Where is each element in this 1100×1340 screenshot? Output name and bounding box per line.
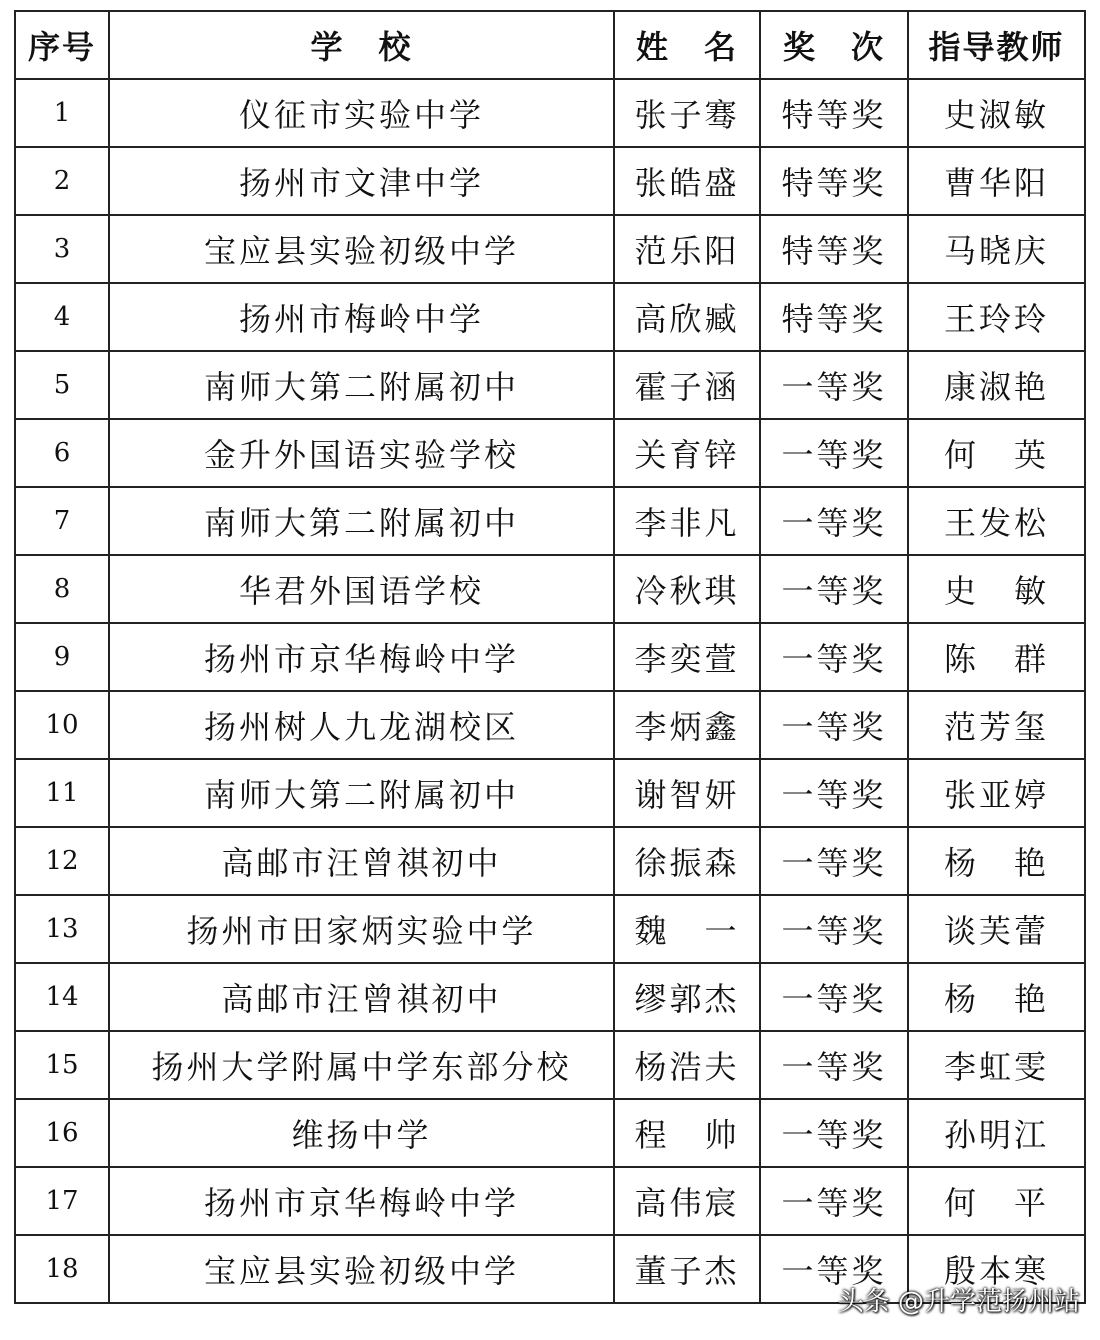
cell-name: 李奕萱	[614, 623, 760, 691]
cell-no: 4	[15, 283, 109, 351]
cell-award: 一等奖	[760, 1099, 908, 1167]
cell-teacher: 殷本寒	[908, 1235, 1085, 1303]
cell-teacher: 谈芙蕾	[908, 895, 1085, 963]
cell-award: 特等奖	[760, 147, 908, 215]
cell-no: 7	[15, 487, 109, 555]
table-row	[15, 351, 1085, 419]
cell-name: 霍子涵	[614, 351, 760, 419]
cell-school: 仪征市实验中学	[109, 79, 614, 147]
table-row	[15, 963, 1085, 1031]
cell-teacher: 范芳玺	[908, 691, 1085, 759]
cell-name: 缪郭杰	[614, 963, 760, 1031]
header-teacher: 指导教师	[908, 11, 1085, 79]
cell-award: 一等奖	[760, 691, 908, 759]
cell-no: 6	[15, 419, 109, 487]
cell-name: 关育锌	[614, 419, 760, 487]
table-body	[15, 79, 1085, 1303]
cell-name: 谢智妍	[614, 759, 760, 827]
cell-teacher: 何 英	[908, 419, 1085, 487]
cell-no: 11	[15, 759, 109, 827]
cell-school: 宝应县实验初级中学	[109, 215, 614, 283]
cell-no: 2	[15, 147, 109, 215]
cell-name: 张皓盛	[614, 147, 760, 215]
cell-award: 一等奖	[760, 1235, 908, 1303]
header-school: 学 校	[109, 11, 614, 79]
cell-name: 魏 一	[614, 895, 760, 963]
cell-award: 一等奖	[760, 827, 908, 895]
cell-no: 16	[15, 1099, 109, 1167]
table-row	[15, 419, 1085, 487]
cell-teacher: 康淑艳	[908, 351, 1085, 419]
cell-school: 高邮市汪曾祺初中	[109, 827, 614, 895]
cell-award: 一等奖	[760, 555, 908, 623]
cell-name: 李炳鑫	[614, 691, 760, 759]
cell-teacher: 王玲玲	[908, 283, 1085, 351]
table-header-row	[15, 11, 1085, 79]
cell-no: 10	[15, 691, 109, 759]
cell-name: 程 帅	[614, 1099, 760, 1167]
cell-school: 南师大第二附属初中	[109, 759, 614, 827]
table-row	[15, 215, 1085, 283]
watermark-text: 头条 @升学范扬州站	[837, 1287, 1080, 1317]
cell-school: 扬州大学附属中学东部分校	[109, 1031, 614, 1099]
cell-no: 5	[15, 351, 109, 419]
cell-no: 15	[15, 1031, 109, 1099]
cell-award: 一等奖	[760, 487, 908, 555]
cell-teacher: 张亚婷	[908, 759, 1085, 827]
cell-school: 扬州市田家炳实验中学	[109, 895, 614, 963]
cell-school: 宝应县实验初级中学	[109, 1235, 614, 1303]
cell-teacher: 史 敏	[908, 555, 1085, 623]
table-row	[15, 1099, 1085, 1167]
cell-school: 南师大第二附属初中	[109, 487, 614, 555]
cell-no: 3	[15, 215, 109, 283]
cell-no: 14	[15, 963, 109, 1031]
cell-school: 扬州市京华梅岭中学	[109, 623, 614, 691]
cell-school: 高邮市汪曾祺初中	[109, 963, 614, 1031]
cell-award: 一等奖	[760, 623, 908, 691]
cell-award: 一等奖	[760, 759, 908, 827]
header-name: 姓 名	[614, 11, 760, 79]
cell-teacher: 陈 群	[908, 623, 1085, 691]
cell-no: 17	[15, 1167, 109, 1235]
cell-award: 一等奖	[760, 351, 908, 419]
table-row	[15, 759, 1085, 827]
cell-teacher: 孙明江	[908, 1099, 1085, 1167]
cell-name: 徐振森	[614, 827, 760, 895]
cell-teacher: 李虹雯	[908, 1031, 1085, 1099]
cell-award: 一等奖	[760, 1167, 908, 1235]
cell-name: 李非凡	[614, 487, 760, 555]
cell-name: 董子杰	[614, 1235, 760, 1303]
cell-school: 金升外国语实验学校	[109, 419, 614, 487]
cell-name: 范乐阳	[614, 215, 760, 283]
table-row	[15, 79, 1085, 147]
cell-no: 13	[15, 895, 109, 963]
cell-no: 8	[15, 555, 109, 623]
header-no: 序号	[15, 11, 109, 79]
cell-school: 华君外国语学校	[109, 555, 614, 623]
cell-award: 一等奖	[760, 895, 908, 963]
cell-no: 9	[15, 623, 109, 691]
cell-teacher: 马晓庆	[908, 215, 1085, 283]
cell-teacher: 何 平	[908, 1167, 1085, 1235]
cell-school: 扬州市京华梅岭中学	[109, 1167, 614, 1235]
cell-school: 扬州市文津中学	[109, 147, 614, 215]
cell-award: 一等奖	[760, 963, 908, 1031]
cell-teacher: 杨 艳	[908, 827, 1085, 895]
cell-teacher: 史淑敏	[908, 79, 1085, 147]
cell-name: 高欣臧	[614, 283, 760, 351]
cell-award: 特等奖	[760, 79, 908, 147]
cell-school: 南师大第二附属初中	[109, 351, 614, 419]
cell-no: 18	[15, 1235, 109, 1303]
cell-teacher: 王发松	[908, 487, 1085, 555]
cell-award: 特等奖	[760, 283, 908, 351]
cell-name: 张子骞	[614, 79, 760, 147]
cell-award: 一等奖	[760, 419, 908, 487]
cell-school: 维扬中学	[109, 1099, 614, 1167]
table-row	[15, 283, 1085, 351]
cell-no: 1	[15, 79, 109, 147]
table-row	[15, 895, 1085, 963]
table-row	[15, 147, 1085, 215]
cell-school: 扬州树人九龙湖校区	[109, 691, 614, 759]
cell-school: 扬州市梅岭中学	[109, 283, 614, 351]
table-row	[15, 1031, 1085, 1099]
table-row	[15, 555, 1085, 623]
cell-name: 高伟宸	[614, 1167, 760, 1235]
cell-award: 一等奖	[760, 1031, 908, 1099]
cell-no: 12	[15, 827, 109, 895]
cell-award: 特等奖	[760, 215, 908, 283]
table-row	[15, 623, 1085, 691]
cell-teacher: 曹华阳	[908, 147, 1085, 215]
table-row	[15, 691, 1085, 759]
table-row	[15, 1167, 1085, 1235]
cell-name: 冷秋琪	[614, 555, 760, 623]
cell-name: 杨浩夫	[614, 1031, 760, 1099]
awards-table	[14, 10, 1086, 1304]
header-award: 奖 次	[760, 11, 908, 79]
table-row	[15, 827, 1085, 895]
cell-teacher: 杨 艳	[908, 963, 1085, 1031]
table-row	[15, 487, 1085, 555]
